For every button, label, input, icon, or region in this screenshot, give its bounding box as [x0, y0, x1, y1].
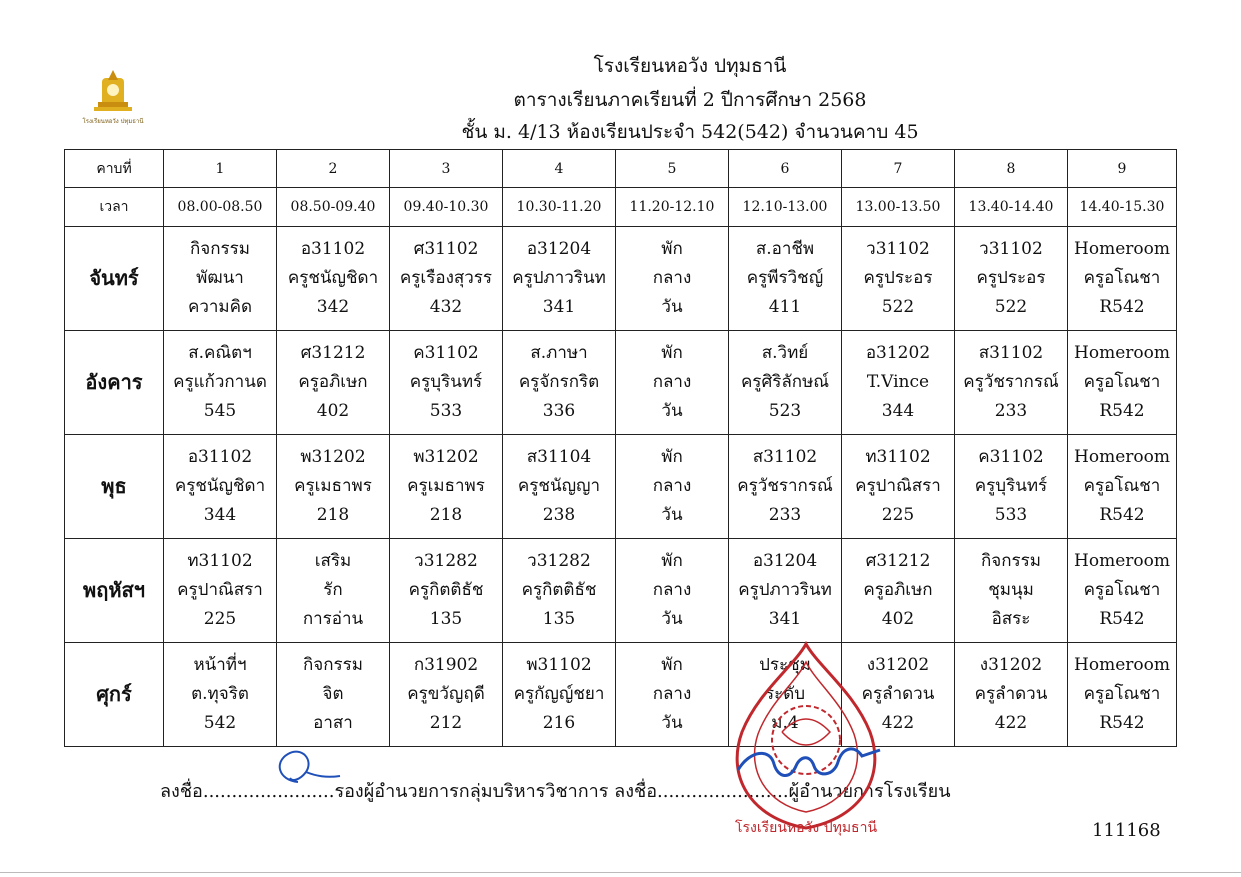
class-cell: [955, 539, 1068, 643]
teacher-name: ครูพีรวิชญ์: [746, 268, 824, 288]
day-row: [65, 643, 1177, 747]
subject-code: ว31282: [527, 551, 591, 571]
class-cell: [503, 227, 616, 331]
page-bottom-rule: [0, 872, 1241, 873]
subject-code: ก31902: [413, 655, 479, 675]
signature-line: ลงชื่อ.......................รองผู้อำนวยการกลุ่มบริหารวิชาการ ลงชื่อ.......................ผู้อำนวยการโรงเรียน: [160, 781, 951, 802]
room-number: 522: [881, 297, 915, 317]
teacher-name: ครูประอร: [863, 268, 933, 288]
teacher-name: ครูอโณชา: [1083, 268, 1161, 288]
class-cell: [277, 435, 390, 539]
class-cell: [164, 643, 277, 747]
subject-code: เสริม: [314, 551, 352, 571]
class-cell: [842, 435, 955, 539]
room-number: R542: [1099, 297, 1145, 317]
teacher-name: ครูอภิเษก: [298, 372, 368, 392]
subject-code: ส31102: [978, 343, 1044, 363]
subject-code: ส.อาชีพ: [755, 239, 815, 259]
day-name: พุธ: [65, 435, 164, 539]
subject-code: กิจกรรม: [980, 551, 1041, 571]
teacher-name: ครูประอร: [976, 268, 1046, 288]
subject-code: Homeroom: [1074, 239, 1170, 259]
period-time: 11.20-12.10: [616, 188, 729, 227]
room-number: 411: [768, 297, 802, 317]
teacher-name: ต.ทุจริต: [191, 684, 249, 704]
room-number: 402: [316, 401, 350, 421]
room-number: 344: [881, 401, 915, 421]
class-cell: [842, 227, 955, 331]
room-number: 432: [429, 297, 463, 317]
room-number: 233: [768, 505, 802, 525]
subject-code: ส31102: [752, 447, 818, 467]
class-cell: [277, 539, 390, 643]
subject-code: หน้าที่ฯ: [193, 655, 247, 675]
day-row: [65, 227, 1177, 331]
room-number: 542: [203, 713, 237, 733]
day-name: จันทร์: [65, 227, 164, 331]
subject-code: ประชุม: [759, 655, 811, 675]
day-name: อังคาร: [65, 331, 164, 435]
period-number: 4: [503, 150, 616, 188]
subject-code: พ31202: [300, 447, 366, 467]
subject-code: อ31102: [187, 447, 253, 467]
subject-code: ส.ภาษา: [530, 343, 588, 363]
teacher-name: ครูเรืองสุวรร: [399, 268, 493, 288]
class-info: ชั้น ม. 4/13 ห้องเรียนประจำ 542(542) จำนวนคาบ 45: [461, 121, 919, 143]
teacher-name: ครูลำดวน: [974, 684, 1048, 704]
subject-code: พัก: [661, 447, 683, 467]
time-header-row: [65, 188, 1177, 227]
class-cell: [277, 643, 390, 747]
class-cell: [955, 435, 1068, 539]
period-number: 1: [164, 150, 277, 188]
day-name: พฤหัสฯ: [65, 539, 164, 643]
teacher-name: ครูวัชรากรณ์: [963, 372, 1059, 392]
teacher-name: พัฒนา: [196, 268, 244, 288]
class-cell: [955, 331, 1068, 435]
subject-code: ส31104: [526, 447, 592, 467]
room-number: 225: [881, 505, 915, 525]
room-number: 135: [429, 609, 463, 629]
subject-code: ท31102: [865, 447, 931, 467]
room-number: R542: [1099, 505, 1145, 525]
teacher-name: ครูกิตติธัช: [521, 580, 597, 600]
class-cell: [390, 331, 503, 435]
room-number: ความคิด: [187, 297, 253, 317]
school-name: โรงเรียนหอวัง ปทุมธานี: [593, 55, 787, 77]
subject-code: อ31202: [865, 343, 931, 363]
teacher-name: กลาง: [652, 268, 692, 288]
room-number: วัน: [661, 609, 683, 629]
room-number: 545: [203, 401, 237, 421]
class-cell: [616, 435, 729, 539]
subject-code: กิจกรรม: [189, 239, 250, 259]
period-time: 09.40-10.30: [390, 188, 503, 227]
period-number: 3: [390, 150, 503, 188]
class-cell: [164, 331, 277, 435]
teacher-name: ครูวัชรากรณ์: [737, 476, 833, 496]
class-cell: [503, 435, 616, 539]
period-number: 9: [1068, 150, 1177, 188]
class-cell: [164, 539, 277, 643]
subject-code: พ31102: [526, 655, 592, 675]
subject-code: ง31202: [979, 655, 1043, 675]
class-cell: [503, 539, 616, 643]
teacher-name: ครูอภิเษก: [863, 580, 933, 600]
room-number: อิสระ: [991, 609, 1031, 629]
period-number: 8: [955, 150, 1068, 188]
day-name: ศุกร์: [65, 643, 164, 747]
teacher-name: ครูชนัญญา: [517, 476, 601, 496]
time-label: เวลา: [65, 188, 164, 227]
subject-code: ศ31212: [300, 343, 366, 363]
room-number: R542: [1099, 713, 1145, 733]
class-cell: [842, 539, 955, 643]
teacher-name: ครูอโณชา: [1083, 372, 1161, 392]
class-cell: [164, 227, 277, 331]
room-number: 422: [881, 713, 915, 733]
director-signature: [730, 730, 890, 790]
subject-code: อ31102: [300, 239, 366, 259]
class-cell: [164, 435, 277, 539]
room-number: 341: [768, 609, 802, 629]
subject-code: อ31204: [526, 239, 592, 259]
room-number: R542: [1099, 401, 1145, 421]
class-cell: [1068, 331, 1177, 435]
room-number: 336: [542, 401, 576, 421]
teacher-name: จิต: [322, 684, 344, 704]
teacher-name: T.Vince: [866, 372, 930, 392]
room-number: ม.4: [771, 713, 799, 733]
subject-code: Homeroom: [1074, 343, 1170, 363]
vice-director-signature: [268, 742, 348, 794]
period-time: 13.40-14.40: [955, 188, 1068, 227]
room-number: 522: [994, 297, 1028, 317]
teacher-name: ครูอโณชา: [1083, 580, 1161, 600]
room-number: วัน: [661, 505, 683, 525]
teacher-name: ครูปาณิสรา: [177, 580, 263, 600]
class-cell: [390, 227, 503, 331]
room-number: วัน: [661, 297, 683, 317]
period-time: 14.40-15.30: [1068, 188, 1177, 227]
period-time: 13.00-13.50: [842, 188, 955, 227]
period-number: 5: [616, 150, 729, 188]
room-number: 218: [429, 505, 463, 525]
subject-code: กิจกรรม: [302, 655, 363, 675]
teacher-name: ครูลำดวน: [861, 684, 935, 704]
subject-code: Homeroom: [1074, 655, 1170, 675]
teacher-name: ครูเมธาพร: [294, 476, 372, 496]
teacher-name: ครูปภาวรินท: [738, 580, 832, 600]
subject-code: พ31202: [413, 447, 479, 467]
teacher-name: ครูชนัญชิดา: [287, 268, 379, 288]
class-cell: [842, 331, 955, 435]
teacher-name: กลาง: [652, 372, 692, 392]
subject-code: ศ31212: [865, 551, 931, 571]
subject-code: ว31102: [979, 239, 1043, 259]
day-row: [65, 435, 1177, 539]
period-time: 08.50-09.40: [277, 188, 390, 227]
period-number: 7: [842, 150, 955, 188]
room-number: 216: [542, 713, 576, 733]
class-cell: [616, 643, 729, 747]
room-number: R542: [1099, 609, 1145, 629]
period-time: 12.10-13.00: [729, 188, 842, 227]
timetable: [64, 149, 1177, 747]
subject-code: พัก: [661, 239, 683, 259]
teacher-name: ครูขวัญฤดี: [407, 684, 485, 704]
subject-code: ว31102: [866, 239, 930, 259]
teacher-name: ครูชนัญชิดา: [174, 476, 266, 496]
room-number: 422: [994, 713, 1028, 733]
day-row: [65, 331, 1177, 435]
class-cell: [616, 227, 729, 331]
seal-text: โรงเรียนหอวัง ปทุมธานี: [734, 820, 878, 836]
period-time: 08.00-08.50: [164, 188, 277, 227]
subject-code: อ31204: [752, 551, 818, 571]
room-number: การอ่าน: [302, 609, 364, 629]
subject-code: ว31282: [414, 551, 478, 571]
room-number: 238: [542, 505, 576, 525]
teacher-name: กลาง: [652, 476, 692, 496]
subject-code: ง31202: [866, 655, 930, 675]
class-cell: [277, 331, 390, 435]
subject-code: Homeroom: [1074, 551, 1170, 571]
subject-code: Homeroom: [1074, 447, 1170, 467]
class-cell: [1068, 643, 1177, 747]
room-number: 212: [429, 713, 463, 733]
teacher-name: ครูจักรกริต: [518, 372, 600, 392]
teacher-name: กลาง: [652, 684, 692, 704]
subject-code: พัก: [661, 343, 683, 363]
room-number: 533: [994, 505, 1028, 525]
teacher-name: กลาง: [652, 580, 692, 600]
period-number: 2: [277, 150, 390, 188]
class-cell: [955, 643, 1068, 747]
teacher-name: ระดับ: [764, 684, 806, 704]
teacher-name: ครูแก้วกานด: [173, 372, 267, 392]
room-number: 341: [542, 297, 576, 317]
teacher-name: ครูปาณิสรา: [855, 476, 941, 496]
room-number: 533: [429, 401, 463, 421]
room-number: 523: [768, 401, 802, 421]
room-number: วัน: [661, 713, 683, 733]
period-time: 10.30-11.20: [503, 188, 616, 227]
term-title: ตารางเรียนภาคเรียนที่ 2 ปีการศึกษา 2568: [513, 89, 867, 111]
teacher-name: ครูเมธาพร: [407, 476, 485, 496]
teacher-name: ครูกิตติธัช: [408, 580, 484, 600]
class-cell: [729, 331, 842, 435]
class-cell: [729, 539, 842, 643]
subject-code: ค31102: [413, 343, 479, 363]
teacher-name: ครูปภาวรินท: [512, 268, 606, 288]
class-cell: [277, 227, 390, 331]
document-number: 111168: [1092, 820, 1161, 841]
room-number: 225: [203, 609, 237, 629]
teacher-name: ครูบุรินทร์: [409, 372, 483, 392]
subject-code: ส.คณิตฯ: [188, 343, 252, 363]
teacher-name: รัก: [323, 580, 343, 600]
class-cell: [1068, 539, 1177, 643]
class-cell: [1068, 435, 1177, 539]
room-number: 402: [881, 609, 915, 629]
subject-code: ท31102: [187, 551, 253, 571]
room-number: 344: [203, 505, 237, 525]
class-cell: [390, 435, 503, 539]
class-cell: [616, 539, 729, 643]
room-number: 218: [316, 505, 350, 525]
logo-caption: โรงเรียนหอวัง ปทุมธานี: [82, 118, 144, 125]
period-number: 6: [729, 150, 842, 188]
teacher-name: ครูอโณชา: [1083, 684, 1161, 704]
school-logo-icon: [80, 68, 146, 126]
room-number: วัน: [661, 401, 683, 421]
subject-code: ค31102: [978, 447, 1044, 467]
class-cell: [616, 331, 729, 435]
room-number: 233: [994, 401, 1028, 421]
room-number: 342: [316, 297, 350, 317]
subject-code: ศ31102: [413, 239, 479, 259]
period-header-row: [65, 150, 1177, 188]
teacher-name: ครูศิริลักษณ์: [740, 372, 830, 392]
class-cell: [390, 539, 503, 643]
subject-code: ส.วิทย์: [761, 343, 809, 363]
room-number: 135: [542, 609, 576, 629]
class-cell: [729, 435, 842, 539]
class-cell: [503, 331, 616, 435]
class-cell: [955, 227, 1068, 331]
teacher-name: ชุมนุม: [988, 580, 1034, 600]
day-row: [65, 539, 1177, 643]
subject-code: พัก: [661, 655, 683, 675]
room-number: อาสา: [313, 713, 353, 733]
teacher-name: ครูกัญญ์ชยา: [513, 684, 605, 704]
subject-code: พัก: [661, 551, 683, 571]
class-cell: [390, 643, 503, 747]
class-cell: [729, 227, 842, 331]
teacher-name: ครูอโณชา: [1083, 476, 1161, 496]
teacher-name: ครูบุรินทร์: [974, 476, 1048, 496]
class-cell: [503, 643, 616, 747]
period-label: คาบที่: [65, 150, 164, 188]
class-cell: [1068, 227, 1177, 331]
